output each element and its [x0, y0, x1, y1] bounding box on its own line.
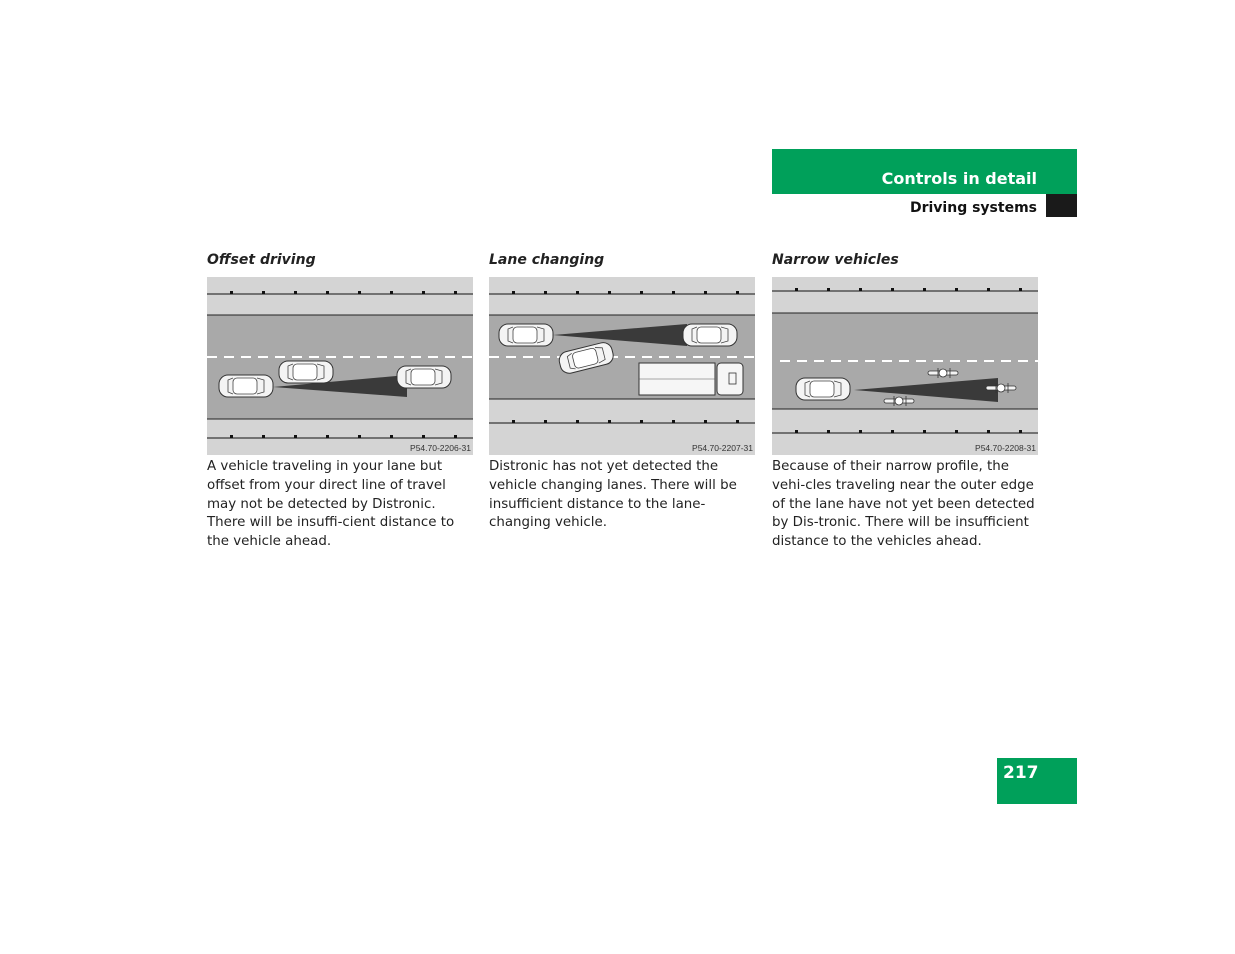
- offset-driving-illustration: [207, 277, 473, 455]
- column-title: Lane changing: [489, 252, 605, 268]
- column-text: Because of their narrow profile, the vehi-cles traveling near the outer edge of the lane have not yet been detected by Dis-tronic. There will be insufficient distance to the vehicles ahead.: [772, 459, 1035, 550]
- subsection-title: Driving systems: [909, 200, 1037, 216]
- column-lane-changing: [489, 252, 755, 533]
- page-number-badge: [997, 758, 1077, 804]
- column-text: Distronic has not yet detected the vehicle changing lanes. There will be insufficient distance to the lane-changing vehicle.: [489, 459, 737, 531]
- section-title: Controls in detail: [881, 169, 1037, 188]
- subsection-marker: [1046, 194, 1077, 217]
- section-header-bar: [772, 149, 1077, 194]
- column-narrow-vehicles: [772, 252, 1038, 552]
- column-text: A vehicle traveling in your lane but offset from your direct line of travel may not be detected by Distronic. There will be insuffi-cient distance to the vehicle ahead.: [207, 459, 455, 550]
- lane-changing-illustration: [489, 277, 755, 455]
- page-number: 217: [1003, 763, 1039, 783]
- figure-code: P54.70-2208-31: [975, 443, 1036, 453]
- column-title: Narrow vehicles: [772, 252, 899, 268]
- narrow-vehicles-illustration: [772, 277, 1038, 455]
- figure-code: P54.70-2207-31: [692, 443, 753, 453]
- figure-code: P54.70-2206-31: [410, 443, 471, 453]
- column-offset-driving: [207, 252, 473, 552]
- column-title: Offset driving: [207, 252, 316, 268]
